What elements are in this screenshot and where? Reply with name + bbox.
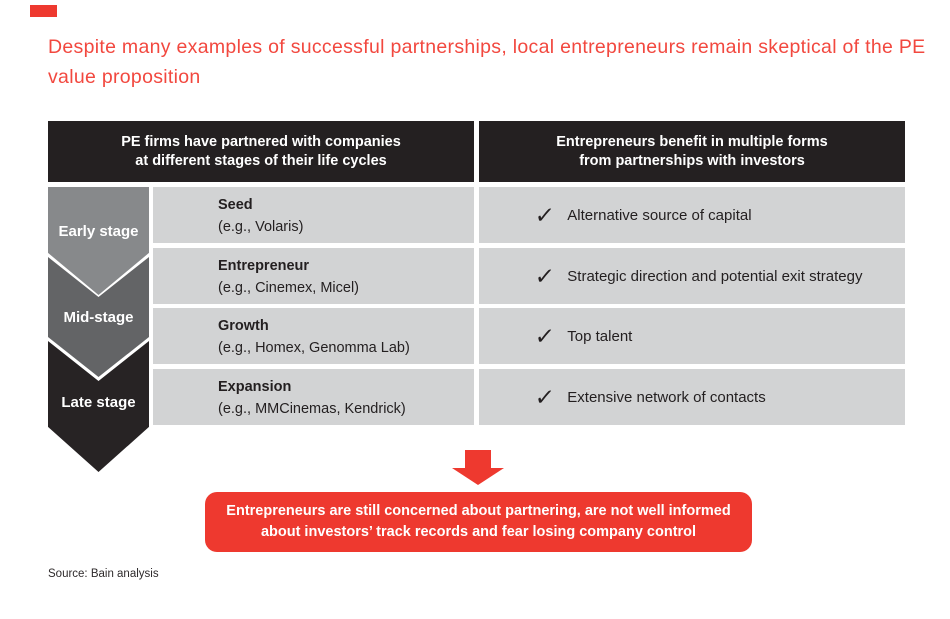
right-header-line1: Entrepreneurs benefit in multiple forms (556, 133, 828, 150)
page-title: Despite many examples of successful partnerships, local entrepreneurs remain skeptical of the PE (48, 36, 926, 58)
left-header-line1: PE firms have partnered with companies (121, 133, 401, 150)
lifecycle-row-seed (153, 187, 474, 243)
left-header-line2: at different stages of their life cycles (135, 152, 387, 169)
benefit-text: Strategic direction and potential exit strategy (567, 267, 863, 285)
benefit-text: Alternative source of capital (567, 206, 752, 224)
benefit-row-capital (479, 187, 905, 243)
stage-label-late: Late stage (61, 394, 136, 411)
right-column-header (479, 121, 905, 182)
down-arrow-icon (465, 450, 491, 469)
check-icon: ✓ (533, 262, 556, 289)
right-header-line2: from partnerships with investors (579, 152, 805, 169)
lifecycle-row-expansion (153, 369, 474, 425)
stage-chevron-column (48, 187, 149, 472)
left-column-header (48, 121, 474, 182)
page-title-line2: value proposition (48, 66, 201, 88)
benefit-row-network (479, 369, 905, 425)
down-arrow-head (452, 468, 504, 485)
check-icon: ✓ (533, 383, 556, 410)
check-icon: ✓ (533, 201, 556, 228)
row-example: (e.g., Cinemex, Micel) (218, 280, 360, 296)
benefit-row-strategy (479, 248, 905, 304)
benefit-text: Extensive network of contacts (567, 388, 766, 406)
conclusion-callout (205, 492, 752, 552)
row-example: (e.g., Homex, Genomma Lab) (218, 340, 410, 356)
row-title: Growth (218, 318, 269, 334)
check-icon: ✓ (533, 322, 556, 349)
benefit-text: Top talent (567, 327, 633, 345)
row-title: Seed (218, 197, 253, 213)
benefit-row-talent (479, 308, 905, 364)
callout-line2: about investors’ track records and fear losing company control (260, 524, 697, 540)
source-note: Source: Bain analysis (48, 568, 159, 580)
row-title: Expansion (218, 379, 292, 395)
lifecycle-row-entrepreneur (153, 248, 474, 304)
row-example: (e.g., Volaris) (218, 219, 304, 235)
stage-label-early: Early stage (58, 223, 139, 240)
stage-label-mid: Mid-stage (63, 309, 134, 326)
slide-red-marker (30, 5, 57, 17)
callout-line1: Entrepreneurs are still concerned about partnering, are not well informed (226, 503, 731, 519)
lifecycle-row-growth (153, 308, 474, 364)
row-title: Entrepreneur (218, 258, 310, 274)
row-example: (e.g., MMCinemas, Kendrick) (218, 401, 406, 417)
